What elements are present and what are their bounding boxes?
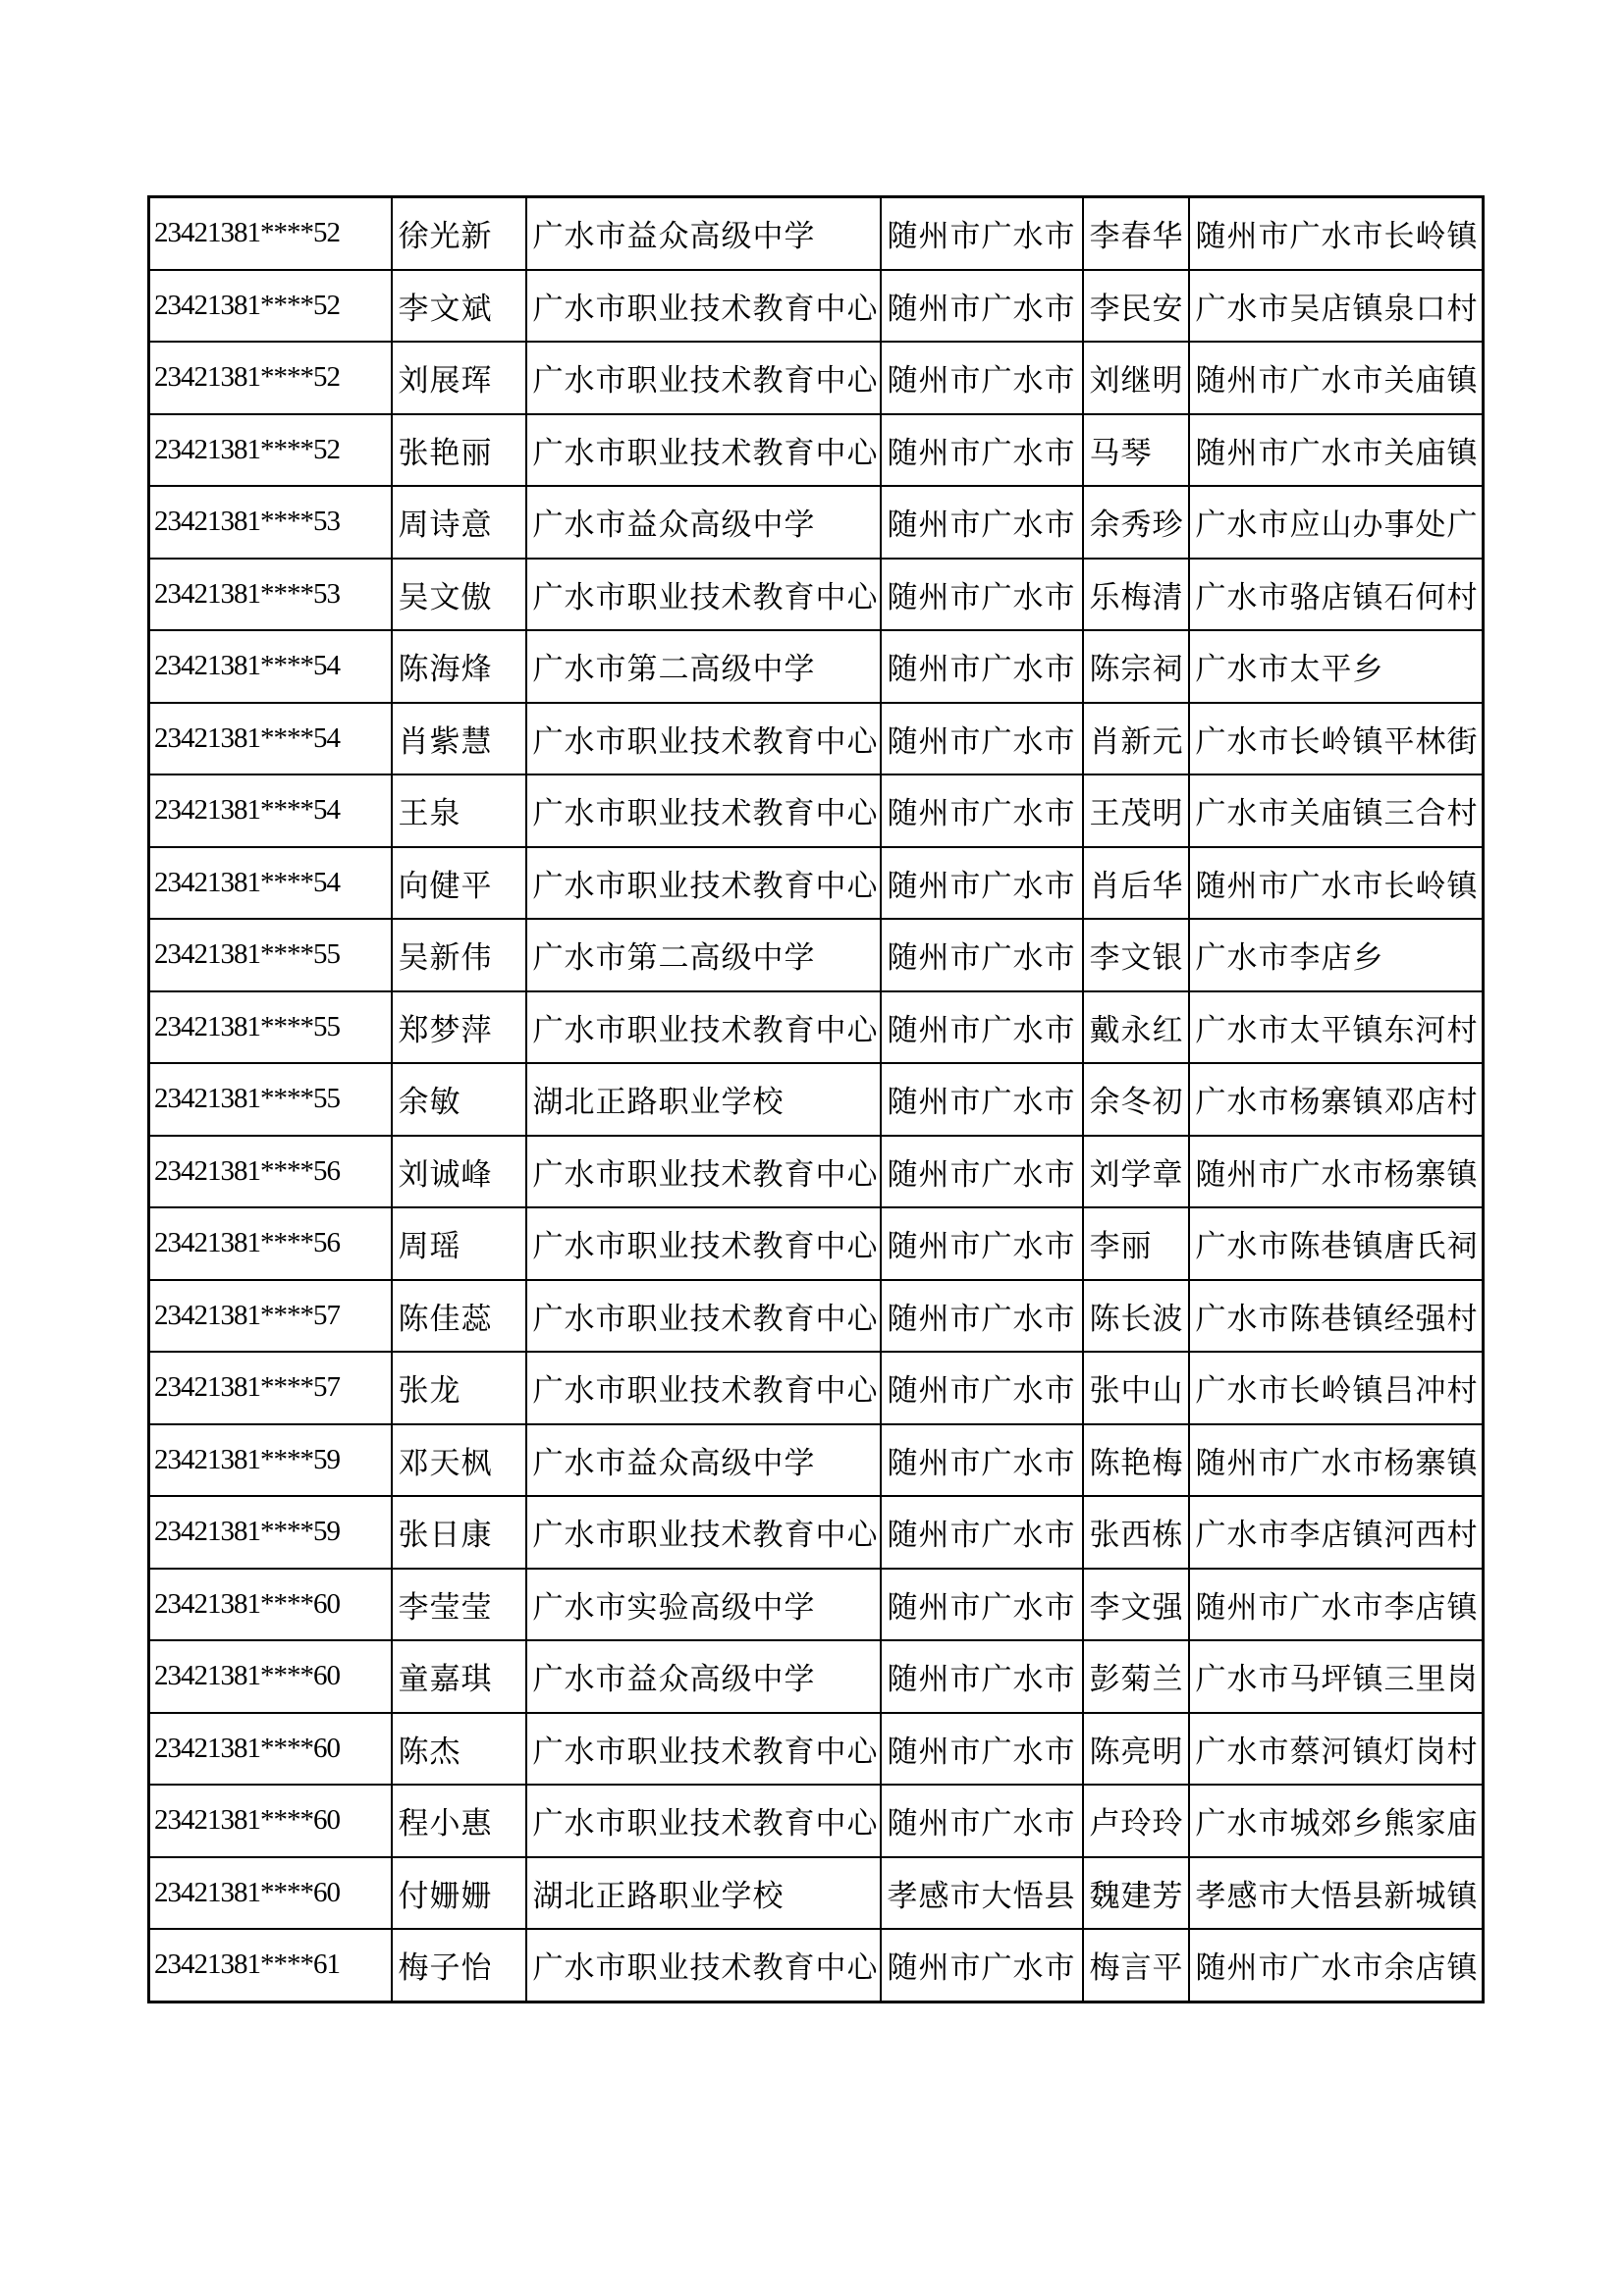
table-row [149, 774, 1484, 847]
cell-student-name: 余敏 [392, 1063, 526, 1136]
cell-guardian-name: 卢玲玲 [1083, 1785, 1189, 1857]
table-row [149, 1280, 1484, 1353]
cell-school: 广水市职业技术教育中心 [526, 703, 881, 775]
cell-address: 随州市广水市长岭镇 [1189, 847, 1484, 920]
table-row [149, 1352, 1484, 1424]
cell-region: 随州市广水市 [881, 414, 1083, 487]
table-row [149, 1424, 1484, 1497]
cell-student-name: 周瑶 [392, 1207, 526, 1280]
cell-id-number: 23421381****59 [149, 1496, 392, 1569]
cell-id-number: 23421381****54 [149, 847, 392, 920]
cell-region: 随州市广水市 [881, 1569, 1083, 1641]
cell-region: 随州市广水市 [881, 1496, 1083, 1569]
cell-guardian-name: 陈长波 [1083, 1280, 1189, 1353]
table-row [149, 1496, 1484, 1569]
cell-address: 随州市广水市长岭镇 [1189, 197, 1484, 270]
cell-id-number: 23421381****52 [149, 342, 392, 414]
cell-region: 随州市广水市 [881, 774, 1083, 847]
cell-address: 随州市广水市李店镇 [1189, 1569, 1484, 1641]
cell-region: 随州市广水市 [881, 1424, 1083, 1497]
cell-student-name: 周诗意 [392, 486, 526, 559]
cell-address: 广水市太平镇东河村 [1189, 991, 1484, 1064]
cell-guardian-name: 马琴 [1083, 414, 1189, 487]
cell-student-name: 陈海烽 [392, 630, 526, 703]
cell-guardian-name: 张中山 [1083, 1352, 1189, 1424]
table-row [149, 342, 1484, 414]
cell-address: 广水市长岭镇吕冲村 [1189, 1352, 1484, 1424]
cell-address: 广水市长岭镇平林街 [1189, 703, 1484, 775]
cell-id-number: 23421381****53 [149, 559, 392, 631]
cell-id-number: 23421381****54 [149, 703, 392, 775]
cell-address: 广水市太平乡 [1189, 630, 1484, 703]
cell-address: 随州市广水市杨寨镇 [1189, 1136, 1484, 1208]
cell-student-name: 刘展珲 [392, 342, 526, 414]
cell-guardian-name: 肖新元 [1083, 703, 1189, 775]
cell-school: 广水市职业技术教育中心 [526, 1136, 881, 1208]
cell-id-number: 23421381****60 [149, 1785, 392, 1857]
cell-student-name: 李文斌 [392, 270, 526, 343]
cell-region: 随州市广水市 [881, 703, 1083, 775]
cell-address: 孝感市大悟县新城镇 [1189, 1857, 1484, 1930]
cell-guardian-name: 王茂明 [1083, 774, 1189, 847]
table-row [149, 414, 1484, 487]
cell-student-name: 梅子怡 [392, 1929, 526, 2002]
cell-school: 广水市第二高级中学 [526, 919, 881, 991]
cell-id-number: 23421381****56 [149, 1136, 392, 1208]
cell-id-number: 23421381****60 [149, 1640, 392, 1713]
table-row [149, 630, 1484, 703]
cell-guardian-name: 刘学章 [1083, 1136, 1189, 1208]
cell-student-name: 邓天枫 [392, 1424, 526, 1497]
cell-student-name: 付姗姗 [392, 1857, 526, 1930]
cell-student-name: 陈佳蕊 [392, 1280, 526, 1353]
table-row [149, 1713, 1484, 1786]
cell-id-number: 23421381****61 [149, 1929, 392, 2002]
cell-region: 随州市广水市 [881, 486, 1083, 559]
cell-school: 广水市职业技术教育中心 [526, 1785, 881, 1857]
cell-id-number: 23421381****54 [149, 774, 392, 847]
cell-region: 随州市广水市 [881, 1280, 1083, 1353]
cell-guardian-name: 李民安 [1083, 270, 1189, 343]
student-table [147, 195, 1485, 2003]
cell-id-number: 23421381****59 [149, 1424, 392, 1497]
cell-school: 广水市职业技术教育中心 [526, 270, 881, 343]
cell-id-number: 23421381****55 [149, 1063, 392, 1136]
table-row [149, 1207, 1484, 1280]
cell-id-number: 23421381****55 [149, 991, 392, 1064]
cell-school: 湖北正路职业学校 [526, 1857, 881, 1930]
cell-school: 广水市益众高级中学 [526, 486, 881, 559]
cell-guardian-name: 梅言平 [1083, 1929, 1189, 2002]
table-row [149, 991, 1484, 1064]
cell-guardian-name: 肖后华 [1083, 847, 1189, 920]
cell-school: 广水市职业技术教育中心 [526, 774, 881, 847]
cell-address: 广水市陈巷镇唐氏祠 [1189, 1207, 1484, 1280]
cell-guardian-name: 李春华 [1083, 197, 1189, 270]
cell-address: 广水市骆店镇石何村 [1189, 559, 1484, 631]
cell-id-number: 23421381****52 [149, 197, 392, 270]
cell-guardian-name: 魏建芳 [1083, 1857, 1189, 1930]
cell-region: 随州市广水市 [881, 1136, 1083, 1208]
cell-address: 广水市马坪镇三里岗 [1189, 1640, 1484, 1713]
cell-address: 广水市蔡河镇灯岗村 [1189, 1713, 1484, 1786]
cell-region: 随州市广水市 [881, 630, 1083, 703]
cell-student-name: 程小惠 [392, 1785, 526, 1857]
cell-region: 随州市广水市 [881, 1713, 1083, 1786]
cell-region: 随州市广水市 [881, 559, 1083, 631]
cell-guardian-name: 张西栋 [1083, 1496, 1189, 1569]
cell-student-name: 郑梦萍 [392, 991, 526, 1064]
cell-guardian-name: 陈艳梅 [1083, 1424, 1189, 1497]
cell-student-name: 肖紫慧 [392, 703, 526, 775]
cell-id-number: 23421381****54 [149, 630, 392, 703]
table-body [149, 197, 1484, 2002]
cell-school: 广水市益众高级中学 [526, 1640, 881, 1713]
cell-id-number: 23421381****56 [149, 1207, 392, 1280]
cell-id-number: 23421381****55 [149, 919, 392, 991]
cell-region: 随州市广水市 [881, 919, 1083, 991]
cell-student-name: 李莹莹 [392, 1569, 526, 1641]
table-row [149, 1569, 1484, 1641]
cell-address: 广水市城郊乡熊家庙 [1189, 1785, 1484, 1857]
cell-address: 广水市李店乡 [1189, 919, 1484, 991]
cell-student-name: 吴文傲 [392, 559, 526, 631]
cell-school: 广水市职业技术教育中心 [526, 414, 881, 487]
cell-school: 湖北正路职业学校 [526, 1063, 881, 1136]
cell-school: 广水市职业技术教育中心 [526, 559, 881, 631]
cell-guardian-name: 李文强 [1083, 1569, 1189, 1641]
cell-school: 广水市职业技术教育中心 [526, 991, 881, 1064]
cell-guardian-name: 乐梅清 [1083, 559, 1189, 631]
cell-guardian-name: 李丽 [1083, 1207, 1189, 1280]
cell-school: 广水市职业技术教育中心 [526, 1352, 881, 1424]
cell-id-number: 23421381****60 [149, 1857, 392, 1930]
cell-student-name: 吴新伟 [392, 919, 526, 991]
cell-region: 随州市广水市 [881, 342, 1083, 414]
cell-address: 广水市关庙镇三合村 [1189, 774, 1484, 847]
table-row [149, 197, 1484, 270]
cell-school: 广水市益众高级中学 [526, 1424, 881, 1497]
cell-student-name: 向健平 [392, 847, 526, 920]
cell-address: 随州市广水市关庙镇 [1189, 414, 1484, 487]
cell-school: 广水市实验高级中学 [526, 1569, 881, 1641]
table-row [149, 559, 1484, 631]
cell-id-number: 23421381****57 [149, 1352, 392, 1424]
cell-address: 广水市杨寨镇邓店村 [1189, 1063, 1484, 1136]
table-row [149, 1785, 1484, 1857]
cell-region: 随州市广水市 [881, 270, 1083, 343]
table-row [149, 703, 1484, 775]
cell-region: 随州市广水市 [881, 197, 1083, 270]
cell-address: 广水市陈巷镇经强村 [1189, 1280, 1484, 1353]
table-row [149, 486, 1484, 559]
table-row [149, 1929, 1484, 2002]
cell-school: 广水市职业技术教育中心 [526, 1929, 881, 2002]
table-row [149, 1857, 1484, 1930]
cell-student-name: 王泉 [392, 774, 526, 847]
cell-guardian-name: 李文银 [1083, 919, 1189, 991]
cell-region: 随州市广水市 [881, 1063, 1083, 1136]
cell-guardian-name: 余冬初 [1083, 1063, 1189, 1136]
cell-school: 广水市职业技术教育中心 [526, 1207, 881, 1280]
cell-region: 随州市广水市 [881, 1929, 1083, 2002]
cell-region: 随州市广水市 [881, 1207, 1083, 1280]
cell-id-number: 23421381****52 [149, 270, 392, 343]
cell-id-number: 23421381****60 [149, 1569, 392, 1641]
cell-school: 广水市职业技术教育中心 [526, 1280, 881, 1353]
cell-school: 广水市职业技术教育中心 [526, 342, 881, 414]
cell-region: 随州市广水市 [881, 1640, 1083, 1713]
cell-guardian-name: 余秀珍 [1083, 486, 1189, 559]
cell-school: 广水市职业技术教育中心 [526, 1496, 881, 1569]
cell-region: 随州市广水市 [881, 847, 1083, 920]
cell-id-number: 23421381****52 [149, 414, 392, 487]
cell-student-name: 刘诚峰 [392, 1136, 526, 1208]
cell-student-name: 徐光新 [392, 197, 526, 270]
cell-address: 广水市吴店镇泉口村 [1189, 270, 1484, 343]
cell-id-number: 23421381****57 [149, 1280, 392, 1353]
cell-school: 广水市职业技术教育中心 [526, 847, 881, 920]
cell-guardian-name: 陈宗祠 [1083, 630, 1189, 703]
cell-address: 广水市李店镇河西村 [1189, 1496, 1484, 1569]
cell-region: 随州市广水市 [881, 991, 1083, 1064]
cell-student-name: 张龙 [392, 1352, 526, 1424]
cell-school: 广水市职业技术教育中心 [526, 1713, 881, 1786]
table-row [149, 919, 1484, 991]
cell-student-name: 张艳丽 [392, 414, 526, 487]
cell-school: 广水市益众高级中学 [526, 197, 881, 270]
table-row [149, 1063, 1484, 1136]
cell-address: 随州市广水市关庙镇 [1189, 342, 1484, 414]
cell-id-number: 23421381****60 [149, 1713, 392, 1786]
table-row [149, 1640, 1484, 1713]
table-row [149, 847, 1484, 920]
cell-guardian-name: 戴永红 [1083, 991, 1189, 1064]
table-row [149, 1136, 1484, 1208]
cell-address: 随州市广水市杨寨镇 [1189, 1424, 1484, 1497]
cell-region: 随州市广水市 [881, 1785, 1083, 1857]
table-row [149, 270, 1484, 343]
cell-guardian-name: 刘继明 [1083, 342, 1189, 414]
cell-address: 广水市应山办事处广 [1189, 486, 1484, 559]
cell-region: 孝感市大悟县 [881, 1857, 1083, 1930]
cell-guardian-name: 陈亮明 [1083, 1713, 1189, 1786]
cell-school: 广水市第二高级中学 [526, 630, 881, 703]
cell-region: 随州市广水市 [881, 1352, 1083, 1424]
cell-guardian-name: 彭菊兰 [1083, 1640, 1189, 1713]
cell-student-name: 陈杰 [392, 1713, 526, 1786]
cell-student-name: 张日康 [392, 1496, 526, 1569]
cell-address: 随州市广水市余店镇 [1189, 1929, 1484, 2002]
cell-id-number: 23421381****53 [149, 486, 392, 559]
cell-student-name: 童嘉琪 [392, 1640, 526, 1713]
